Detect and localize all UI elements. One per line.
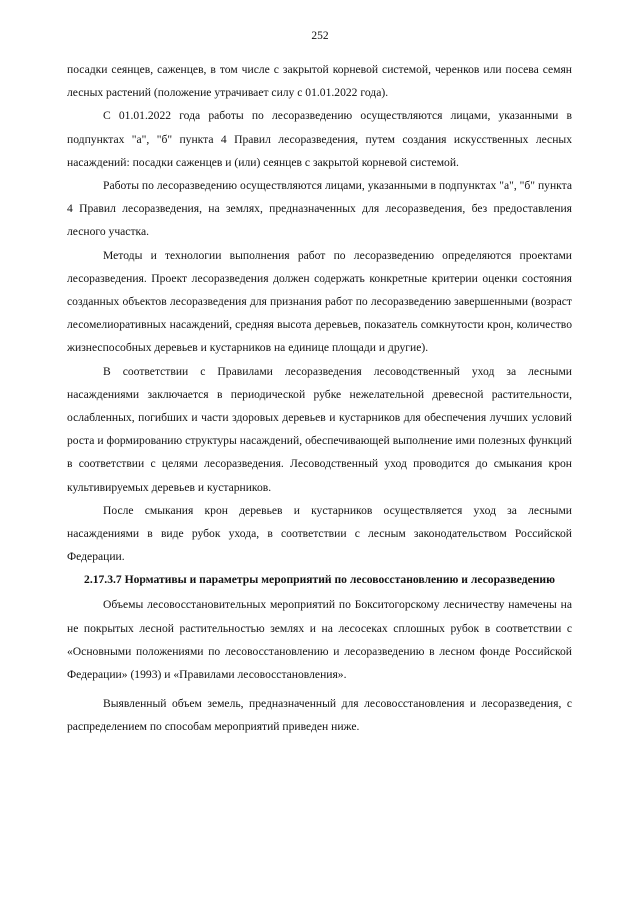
paragraph-identified-volume: Выявленный объем земель, предназначенный для лесовосстановления и лесоразведения, с распределением по способам мероприятий приведен ниже. [67, 697, 572, 734]
paragraph-after-canopy-closure: После смыкания крон деревьев и кустарников осуществляется уход за лесными насаждениями в виде рубок ухода, в соответствии с лесным законодательством Российской Федерации. [67, 503, 572, 564]
paragraph-afforestation-methods: Методы и технологии выполнения работ по лесоразведению определяются проектами лесоразведения. Проект лесоразведения должен содержать конкретные критерии оценки состояния созданных объектов лесоразведения для признания работ по лесоразведению завершенными (возраст лесомелиоративных насаждений, средняя высота деревьев, показатель сомкнутости крон, количество жизнеспособных деревьев и кустарников на единице площади и другие). [67, 248, 572, 355]
section-heading: 2.17.3.7 Нормативы и параметры мероприятий по лесовосстановлению и лесоразведению [84, 573, 555, 587]
page-number: 252 [311, 30, 329, 42]
paragraph-continuation: посадки сеянцев, саженцев, в том числе с закрытой корневой системой, черенков или посева семян лесных растений (положение утрачивает силу с 01.01.2022 года). [67, 63, 572, 100]
paragraph-afforestation-from-2022: С 01.01.2022 года работы по лесоразведению осуществляются лицами, указанными в подпунктах "а", "б" пункта 4 Правил лесоразведения, путем создания искусственных лесных насаждений: посадки саженцев и (или) сеянцев с закрытой корневой системой. [67, 109, 572, 169]
paragraph-silvicultural-care: В соответствии с Правилами лесоразведения лесоводственный уход за лесными насаждениями заключается в периодической рубке нежелательной древесной растительности, ослабленных, погибших и части здоровых деревьев и кустарников для обеспечения лучших условий роста и формированию структуры насаждений, обеспечивающей выполнение ими полезных функций в соответствии с целями лесоразведения. Лесоводственный уход проводится до смыкания крон культивируемых деревьев и кустарников. [67, 364, 572, 494]
document-body [67, 58, 572, 739]
paragraph-afforestation-persons: Работы по лесоразведению осуществляются лицами, указанными в подпунктах "а", "б" пункта 4 Правил лесоразведения, на землях, предназначенных для лесоразведения, без предоставления лесного участка. [67, 179, 572, 239]
paragraph-reforestation-volumes: Объемы лесовосстановительных мероприятий по Бокситогорскому лесничеству намечены на не покрытых лесной растительностью землях и на лесосеках сплошных рубок в соответствии с «Основными положениями по лесовосстановлению и лесоразведению в лесном фонде Российской Федерации» (1993) и «Правилами лесовосстановления». [67, 598, 572, 682]
